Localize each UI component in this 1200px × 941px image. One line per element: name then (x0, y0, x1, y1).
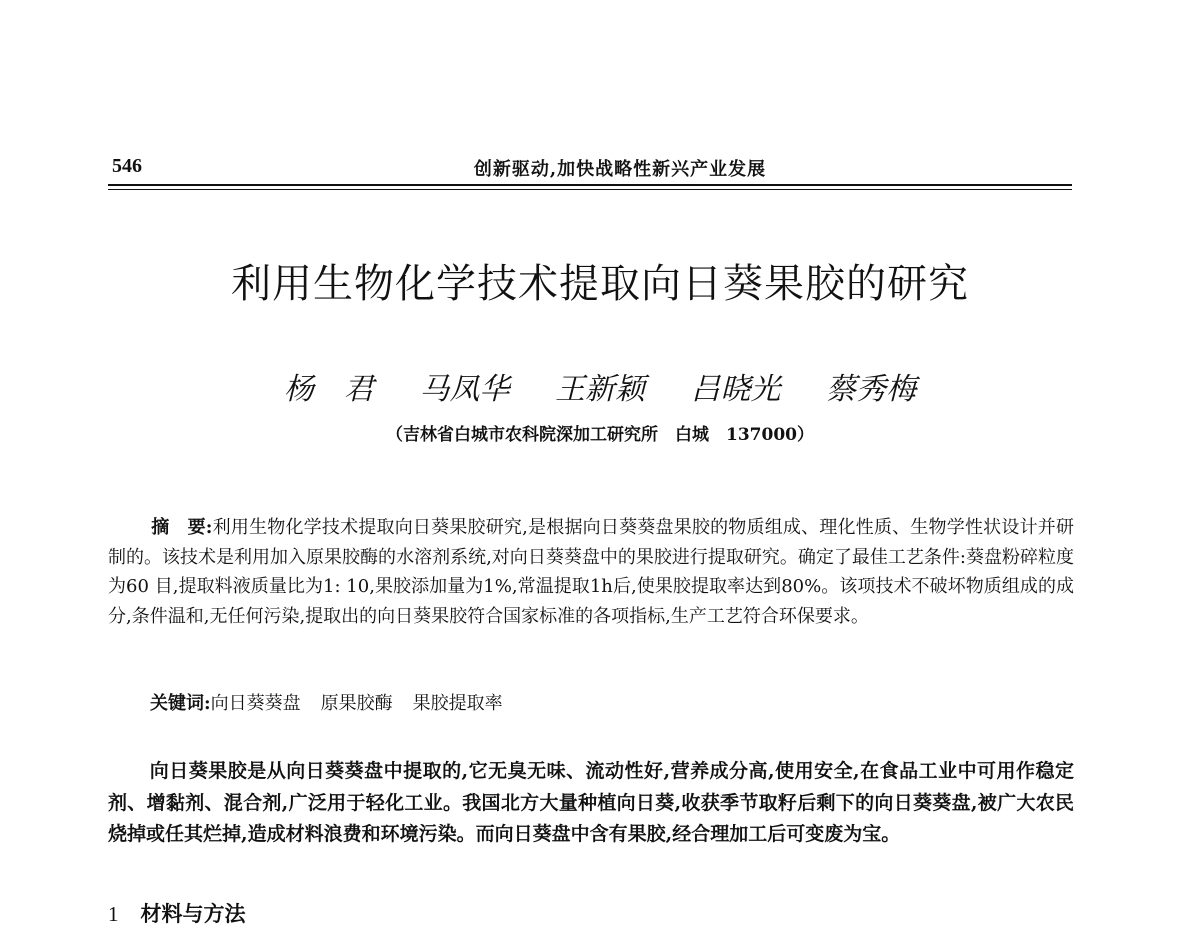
article-title: 利用生物化学技术提取向日葵果胶的研究 (231, 261, 969, 307)
journal-title: 创新驱动,加快战略性新兴产业发展 (473, 159, 767, 180)
section-heading (108, 898, 246, 928)
author-1: 杨 君 (283, 372, 374, 407)
running-header (108, 152, 1072, 182)
keyword-2: 原果胶酶 (320, 693, 393, 714)
affiliation: （吉林省白城市农科院深加工研究所 白城 137000） (386, 425, 814, 445)
abstract-label: 摘 要: (151, 517, 213, 538)
keywords-label: 关键词: (150, 693, 211, 714)
author-2: 马凤华 (419, 372, 510, 407)
author-4: 吕晓光 (690, 372, 781, 407)
body-paragraph: 向日葵果胶是从向日葵葵盘中提取的,它无臭无味、流动性好,营养成分高,使用安全,在食品工业中可用作稳定剂、增黏剂、混合剂,广泛用于轻化工业。我国北方大量种植向日葵,收获季节取籽后剩下的向日葵葵盘,被广大农民烧掉或任其烂掉,造成材料浪费和环境污染。而向日葵盘中含有果胶,经合理加工后可变废为宝。 (108, 760, 1074, 845)
author-5: 蔡秀梅 (826, 372, 917, 407)
keyword-3: 果胶提取率 (412, 693, 503, 714)
abstract (108, 513, 1074, 631)
section-title: 材料与方法 (140, 901, 246, 926)
abstract-text: 利用生物化学技术提取向日葵果胶研究,是根据向日葵葵盘果胶的物质组成、理化性质、生物学性状设计并研制的。该技术是利用加入原果胶酶的水溶剂系统,对向日葵葵盘中的果胶进行提取研究。确定了最佳工艺条件:葵盘粉碎粒度为60 目,提取料液质量比为1: 10,果胶添加量为1%,常温提取1h后,使果胶提取率达到80%。该项技术不破坏物质组成的成分,条件温和,无任何污染,提取出的向日葵果胶符合国家标准的各项指标,生产工艺符合环保要求。 (108, 517, 1074, 627)
keyword-1: 向日葵葵盘 (210, 693, 301, 714)
header-rule (108, 184, 1072, 190)
section-number: 1 (108, 902, 119, 926)
page-number: 546 (112, 155, 142, 177)
keywords (150, 689, 523, 715)
author-3: 王新颖 (555, 372, 645, 407)
author-list (0, 364, 1200, 408)
